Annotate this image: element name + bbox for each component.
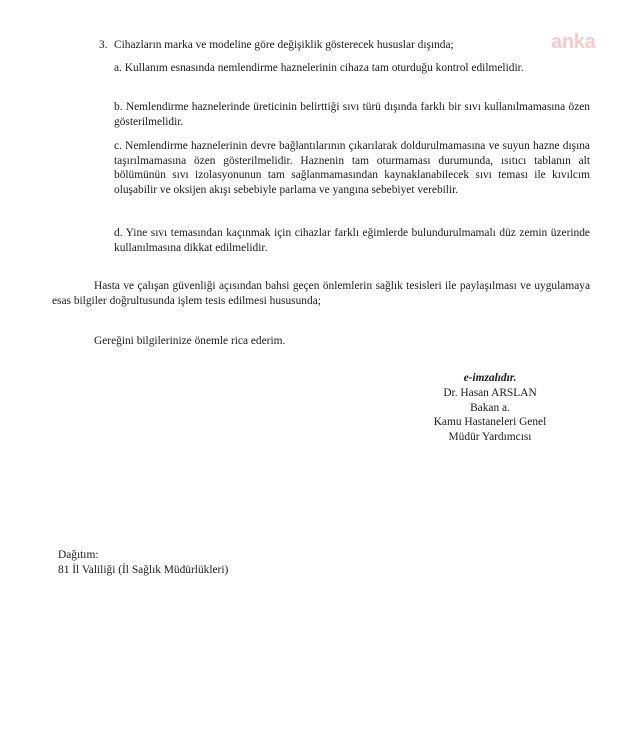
e-signature-note: e-imzalıdır. [463,372,517,384]
signer-name: Dr. Hasan ARSLAN [443,386,537,399]
distribution-recipient: 81 İl Valiliği (İl Sağlık Müdürlükleri) [58,564,229,576]
signature-block [410,371,570,445]
distribution-block [58,548,228,578]
distribution-label: Dağıtım: [58,549,99,561]
sub-item-b: b. Nemlendirme haznelerinde üreticinin belirttiği sıvı türü dışında farklı bir sıvı kullanılmamasına özen gösterilmelidir. [114,101,590,128]
signer-role-line3: Müdür Yardımcısı [448,431,532,444]
signer-role-line2: Kamu Hastaneleri Genel [433,416,547,429]
sub-item-a: a. Kullanım esnasında nemlendirme haznelerinin cihaza tam oturduğu kontrol edilmelidir. [114,62,524,74]
anka-watermark-logo: anka [551,31,596,53]
list-item-3 [99,38,559,53]
sub-item-c: c. Nemlendirme haznelerinin devre bağlantılarının çıkarılarak doldurulmamasına ve suyun hazne dışına taşırılmamasına özen gösterilmelidir. Haznenin tam oturmaması durumunda, ısıtıcı tablanın alt bölümünün sıvı izolasyonunun tam sağlanmamasından kaynaklanabilecek sıvı teması ile kıvılcım oluşabilir ve oksijen akışı sebebiyle parlama ve yangına sebebiyet verebilir. [114,140,590,196]
body-paragraph: Hasta ve çalışan güvenliği açısından bahsi geçen önlemlerin sağlık tesisleri ile paylaşılması ve uygulamaya esas bilgiler doğrultusunda işlem tesis edilmesi hususunda; [52,280,590,307]
item-number: 3. [99,39,108,51]
item-text: Cihazların marka ve modeline göre değişiklik gösterecek hususlar dışında; [114,39,454,51]
signer-role-line1: Bakan a. [470,401,510,414]
sub-item-d: d. Yine sıvı temasından kaçınmak için cihazlar farklı eğimlerde bulundurulmamalı düz zemin üzerinde kullanılmasına dikkat edilmelidir. [114,227,590,254]
closing-paragraph: Gereğini bilgilerinize önemle rica ederim. [94,335,286,347]
